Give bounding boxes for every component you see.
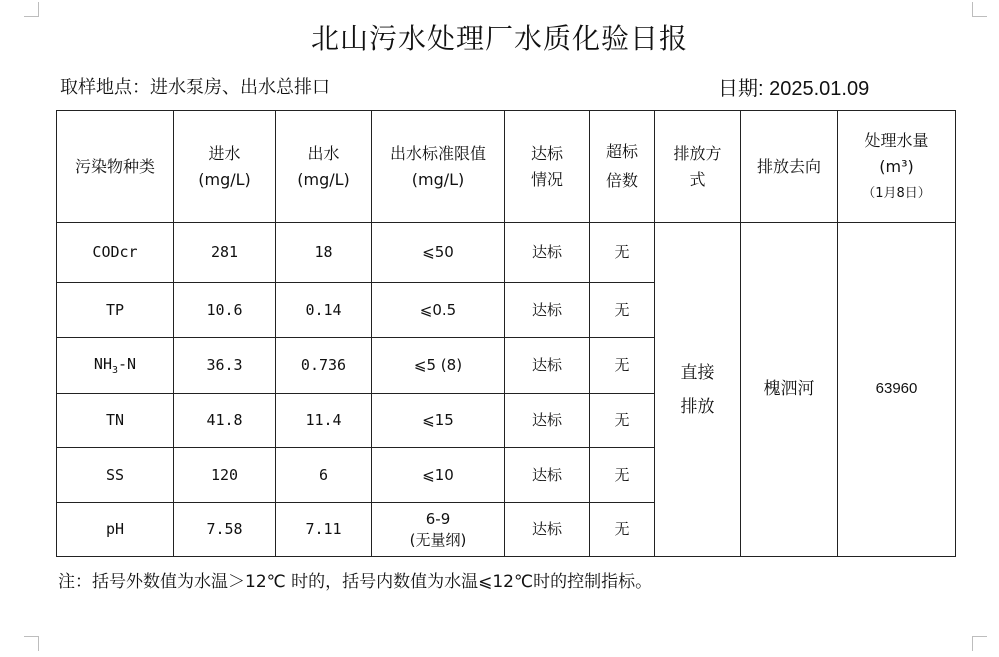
table-row [57, 223, 956, 283]
inflow-cell: 41.8 [174, 394, 276, 448]
header-status: 达标 情况 [505, 111, 590, 223]
header-pollutant: 污染物种类 [57, 111, 174, 223]
exceed-cell: 无 [590, 448, 655, 503]
status-cell: 达标 [505, 394, 590, 448]
pollutant-cell: CODcr [57, 223, 174, 283]
limit-cell: ⩽0.5 [372, 283, 505, 338]
discharge-method-cell: 直接 排放 [655, 223, 741, 557]
inflow-cell: 36.3 [174, 338, 276, 394]
status-cell: 达标 [505, 223, 590, 283]
corner-mark-bottom-left [24, 636, 39, 651]
inflow-cell: 10.6 [174, 283, 276, 338]
inflow-cell: 7.58 [174, 503, 276, 557]
sampling-location: 取样地点：进水泵房、出水总排口 [60, 77, 330, 98]
header-destination: 排放去向 [741, 111, 838, 223]
exceed-cell: 无 [590, 503, 655, 557]
outflow-cell: 11.4 [276, 394, 372, 448]
status-cell: 达标 [505, 448, 590, 503]
limit-cell: 6-9 (无量纲) [372, 503, 505, 557]
inflow-cell: 120 [174, 448, 276, 503]
exceed-cell: 无 [590, 223, 655, 283]
corner-mark-bottom-right [972, 636, 987, 651]
water-quality-table [56, 110, 956, 557]
pollutant-cell: pH [57, 503, 174, 557]
pollutant-cell: TN [57, 394, 174, 448]
header-row [57, 111, 956, 223]
header-method: 排放方 式 [655, 111, 741, 223]
status-cell: 达标 [505, 338, 590, 394]
outflow-cell: 0.14 [276, 283, 372, 338]
report-title: 北山污水处理厂水质化验日报 [310, 22, 688, 55]
pollutant-cell: $NH_3-N$ [57, 338, 174, 394]
footnote: 注：括号外数值为水温＞12℃ 时的，括号内数值为水温⩽12℃时的控制指标。 [58, 572, 653, 592]
pollutant-cell: SS [57, 448, 174, 503]
header-outflow: 出水 (mg/L) [276, 111, 372, 223]
header-exceed: 超标 倍数 [590, 111, 655, 223]
outflow-cell: 18 [276, 223, 372, 283]
header-limit: 出水标准限值 (mg/L) [372, 111, 505, 223]
limit-cell: ⩽50 [372, 223, 505, 283]
limit-cell: ⩽10 [372, 448, 505, 503]
treated-volume-cell: 63960 [838, 223, 956, 557]
outflow-cell: 0.736 [276, 338, 372, 394]
limit-cell: ⩽5 (8) [372, 338, 505, 394]
header-volume: 处理水量 (m³) （1月8日） [838, 111, 956, 223]
corner-mark-top-left [24, 2, 39, 17]
exceed-cell: 无 [590, 338, 655, 394]
inflow-cell: 281 [174, 223, 276, 283]
exceed-cell: 无 [590, 394, 655, 448]
pollutant-cell: TP [57, 283, 174, 338]
status-cell: 达标 [505, 283, 590, 338]
limit-cell: ⩽15 [372, 394, 505, 448]
outflow-cell: 6 [276, 448, 372, 503]
status-cell: 达标 [505, 503, 590, 557]
discharge-destination-cell: 槐泗河 [741, 223, 838, 557]
report-date: 日期: 2025.01.09 [718, 78, 870, 100]
header-inflow: 进水 (mg/L) [174, 111, 276, 223]
exceed-cell: 无 [590, 283, 655, 338]
corner-mark-top-right [972, 2, 987, 17]
outflow-cell: 7.11 [276, 503, 372, 557]
